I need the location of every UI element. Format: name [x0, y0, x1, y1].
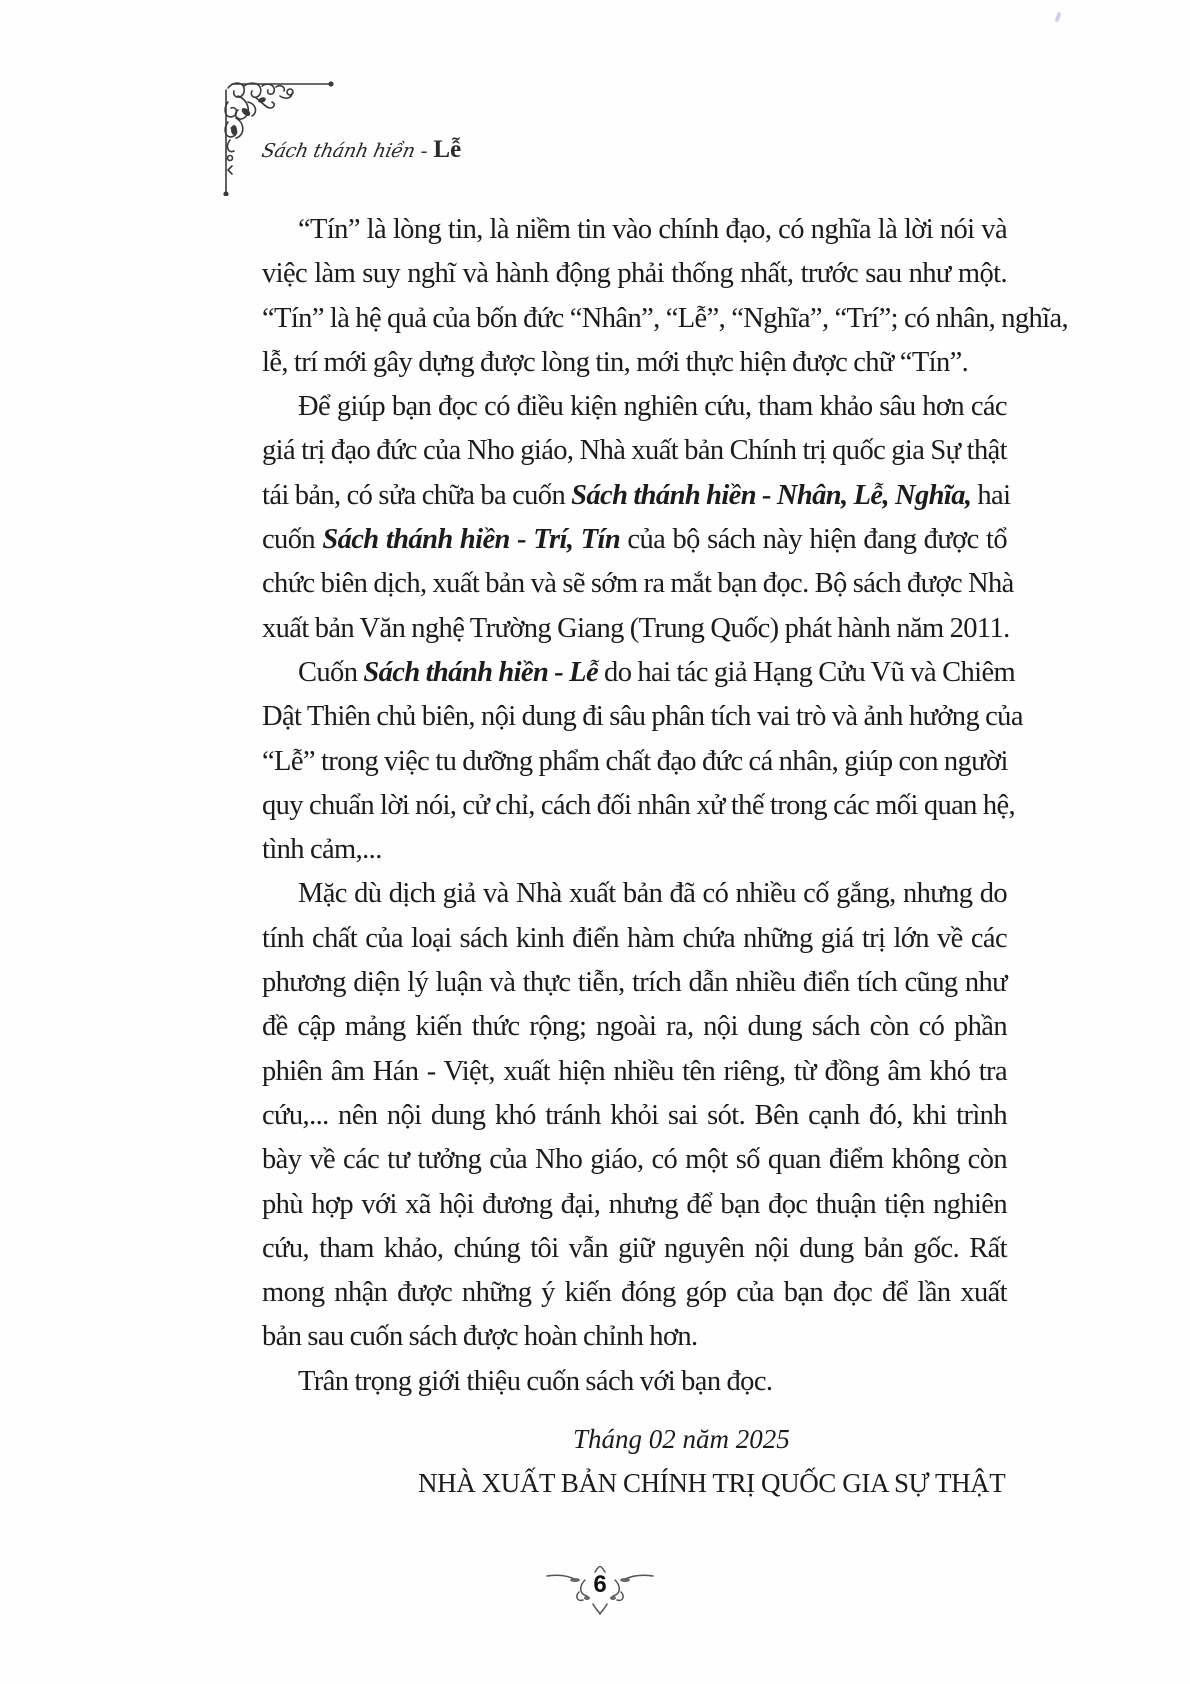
- text-run: do hai tác giả Hạng Cửu Vũ và Chiêm: [598, 656, 1016, 688]
- text-line: [262, 562, 1014, 606]
- text-run: tái bản, có sửa chữa ba cuốn: [262, 479, 572, 511]
- text-line: [262, 695, 1023, 739]
- text-line: [262, 740, 1007, 784]
- text-line: [262, 872, 1007, 916]
- text-run: phiên âm Hán - Việt, xuất hiện nhiều tên riêng, từ đồng âm khó tra: [262, 1055, 1007, 1087]
- text-run: Cuốn: [298, 656, 364, 688]
- text-run: mong nhận được những ý kiến đóng góp của bạn đọc để lần xuất: [262, 1277, 1007, 1309]
- text-line: [262, 651, 1016, 695]
- text-line: [262, 1227, 1007, 1271]
- paragraph: [262, 651, 1023, 872]
- text-line: [262, 1271, 1007, 1315]
- text-run: phương diện lý luận và thực tiễn, trích dẫn nhiều điển tích cũng như: [262, 967, 1007, 999]
- text-run: Trân trọng giới thiệu cuốn sách với bạn đọc.: [298, 1365, 773, 1397]
- book-title-emphasis: Sách thánh hiền - Trí, Tín: [322, 524, 621, 556]
- text-line: [262, 1183, 1007, 1227]
- running-head-title: Lễ: [433, 136, 462, 163]
- text-line: [262, 1138, 1007, 1182]
- text-run: xuất bản Văn nghệ Trường Giang (Trung Quốc) phát hành năm 2011.: [262, 612, 1010, 644]
- text-run: cứu, tham khảo, chúng tôi vẫn giữ nguyên nội dung bản gốc. Rất: [262, 1232, 1007, 1264]
- running-head: [259, 136, 462, 164]
- text-run: đề cập mảng kiến thức rộng; ngoài ra, nội dung sách còn có phần: [262, 1011, 1007, 1043]
- text-run: của bộ sách này hiện đang được tổ: [620, 524, 1007, 556]
- text-run: “Lễ” trong việc tu dưỡng phẩm chất đạo đức cá nhân, giúp con người: [262, 745, 1008, 777]
- text-line: [262, 1050, 1007, 1094]
- running-head-dash: -: [420, 140, 428, 162]
- paragraph: [262, 385, 1014, 651]
- text-run: Dật Thiên chủ biên, nội dung đi sâu phân tích vai trò và ảnh hưởng của: [262, 701, 1023, 733]
- text-line: [262, 1005, 1007, 1049]
- text-run: cứu,... nên nội dung khó tránh khỏi sai sót. Bên cạnh đó, khi trình: [262, 1099, 1007, 1131]
- book-title-emphasis: Sách thánh hiền - Nhân, Lễ, Nghĩa,: [571, 479, 972, 511]
- text-line: [262, 252, 1007, 296]
- text-line: [262, 828, 1007, 872]
- text-line: [262, 208, 1007, 252]
- text-run: “Tín” là hệ quả của bốn đức “Nhân”, “Lễ”, “Nghĩa”, “Trí”; có nhân, nghĩa,: [262, 302, 1069, 334]
- text-line: [262, 341, 1007, 385]
- paragraph: [262, 872, 1007, 1359]
- signature-date: Tháng 02 năm 2025: [573, 1424, 790, 1454]
- text-line: [262, 961, 1007, 1005]
- text-run: giá trị đạo đức của Nho giáo, Nhà xuất bản Chính trị quốc gia Sự thật: [262, 435, 1007, 467]
- text-run: bản sau cuốn sách được hoàn chỉnh hơn.: [262, 1321, 698, 1353]
- book-title-emphasis: Sách thánh hiền - Lễ: [363, 656, 599, 688]
- text-run: bày về các tư tưởng của Nho giáo, có một số quan điểm không còn: [262, 1144, 1007, 1176]
- text-run: hai: [971, 479, 1011, 511]
- text-line: [262, 518, 1007, 562]
- text-line: [262, 429, 1007, 473]
- text-run: Mặc dù dịch giả và Nhà xuất bản đã có nhiều cố gắng, nhưng do: [298, 878, 1007, 910]
- text-run: việc làm suy nghĩ và hành động phải thống nhất, trước sau như một.: [262, 258, 1007, 290]
- page-number: 6: [593, 1571, 607, 1598]
- text-line: [262, 1094, 1007, 1138]
- text-run: “Tín” là lòng tin, là niềm tin vào chính đạo, có nghĩa là lời nói và: [298, 214, 1007, 245]
- text-run: tính chất của loại sách kinh điển hàm chứa những giá trị lớn về các: [262, 922, 1007, 954]
- signature-publisher: NHÀ XUẤT BẢN CHÍNH TRỊ QUỐC GIA SỰ THẬT: [418, 1468, 1006, 1498]
- text-run: phù hợp với xã hội đương đại, nhưng để bạn đọc thuận tiện nghiên: [262, 1188, 1007, 1220]
- text-line: [262, 1360, 1007, 1404]
- text-line: [262, 474, 1011, 518]
- paragraph: [262, 1360, 1007, 1404]
- running-head-series: Sách thánh hiền: [259, 140, 418, 162]
- text-run: cuốn: [262, 524, 323, 556]
- paragraph: [262, 208, 1069, 385]
- text-line: [262, 297, 1069, 341]
- text-line: [262, 1315, 1007, 1359]
- text-run: chức biên dịch, xuất bản và sẽ sớm ra mắt bạn đọc. Bộ sách được Nhà: [262, 568, 1014, 600]
- text-run: tình cảm,...: [262, 834, 382, 866]
- body-text: [262, 208, 1069, 1404]
- text-line: [262, 784, 1016, 828]
- text-line: [262, 607, 1010, 651]
- text-line: [262, 385, 1007, 429]
- text-line: [262, 917, 1007, 961]
- text-run: quy chuẩn lời nói, cử chỉ, cách đối nhân xử thế trong các mối quan hệ,: [262, 789, 1016, 821]
- text-run: lễ, trí mới gây dựng được lòng tin, mới thực hiện được chữ “Tín”.: [262, 346, 969, 378]
- scan-artifact-mark: [1054, 12, 1061, 23]
- text-run: Để giúp bạn đọc có điều kiện nghiên cứu, tham khảo sâu hơn các: [298, 391, 1007, 423]
